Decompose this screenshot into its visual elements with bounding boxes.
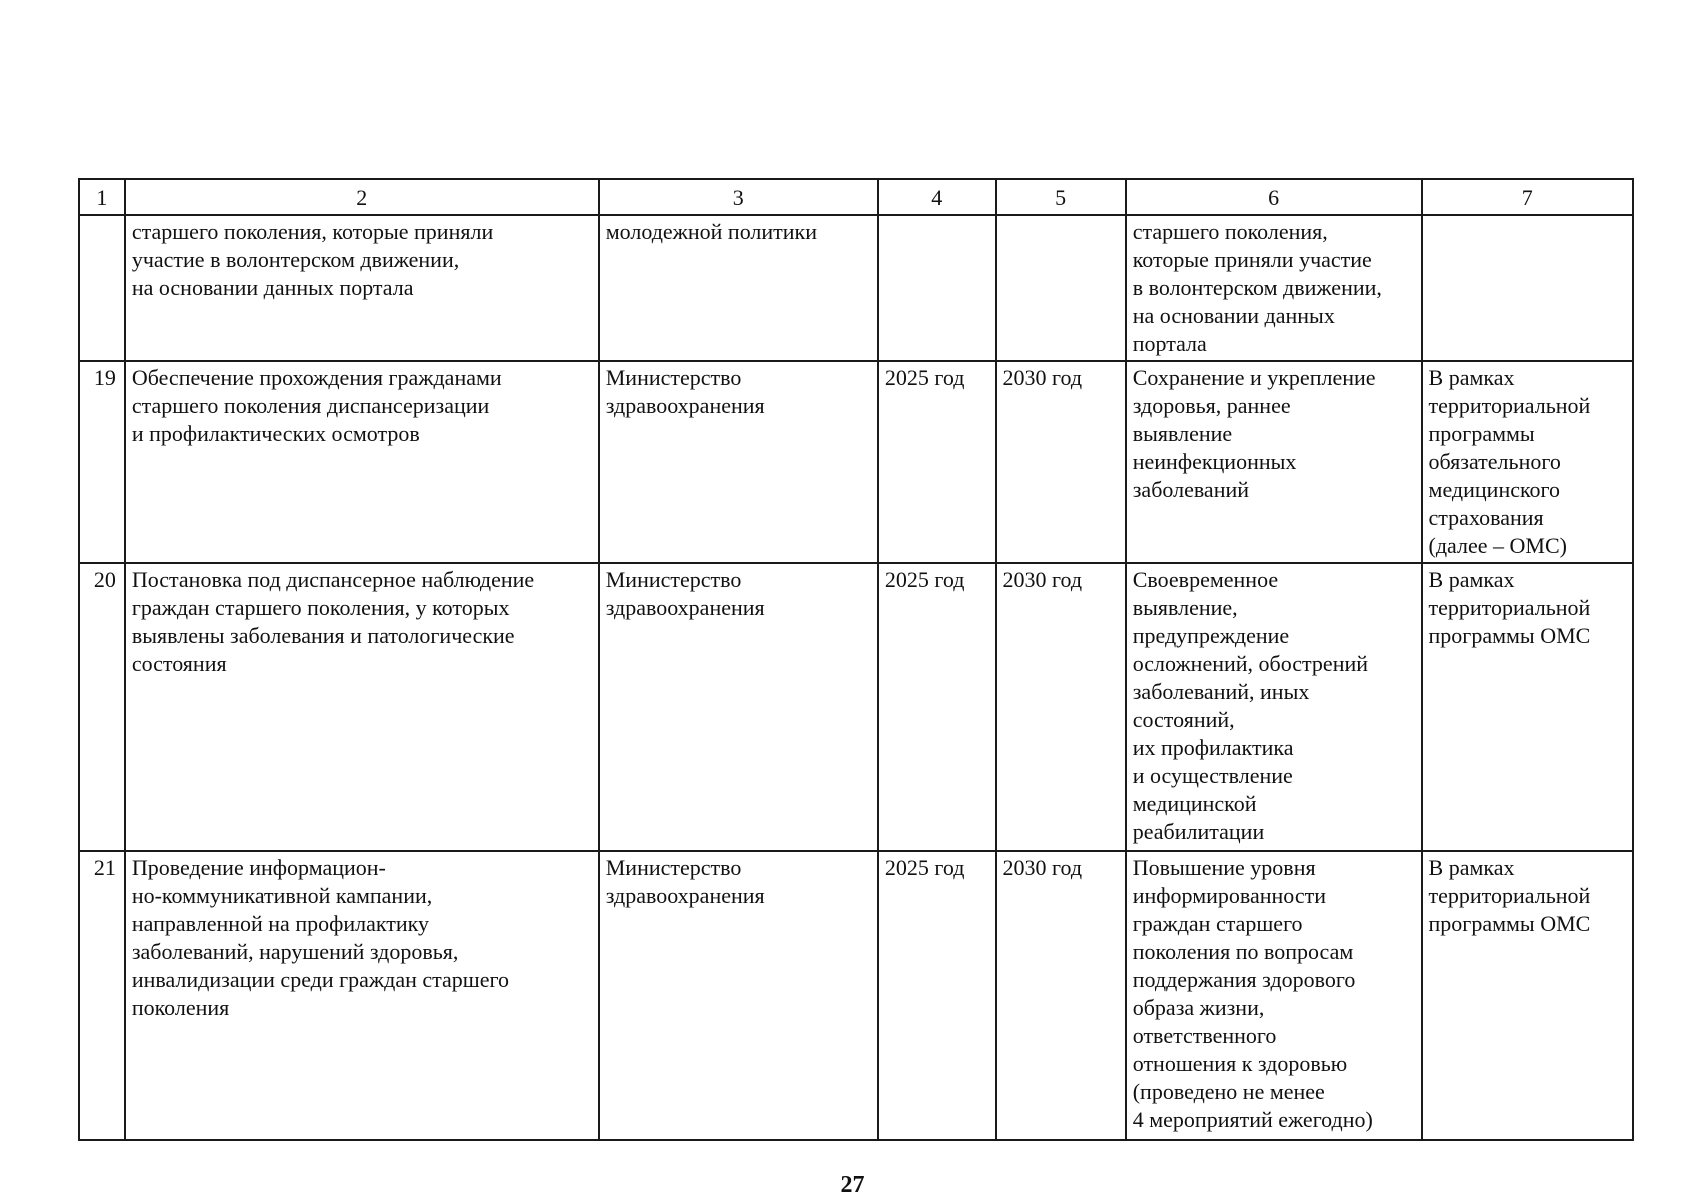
- row-number: 21: [79, 851, 125, 1140]
- end-cell: 2030 год: [996, 563, 1126, 851]
- table-row: [79, 563, 1633, 851]
- funding-cell: В рамках территориальной программы ОМС: [1422, 851, 1633, 1140]
- page-number: 27: [840, 1172, 865, 1198]
- table-header-row: [79, 179, 1633, 215]
- executor-cell: молодежной политики: [599, 215, 878, 361]
- executor-cell: Министерство здравоохранения: [599, 361, 878, 563]
- start-cell: [878, 215, 996, 361]
- result-cell: старшего поколения, которые приняли участие в волонтерском движении, на основании данных портала: [1126, 215, 1422, 361]
- measure-cell: Обеспечение прохождения гражданами старшего поколения диспансеризации и профилактических осмотров: [125, 361, 599, 563]
- measure-cell: старшего поколения, которые приняли участие в волонтерском движении, на основании данных портала: [125, 215, 599, 361]
- row-number: 20: [79, 563, 125, 851]
- funding-cell: [1422, 215, 1633, 361]
- start-cell: 2025 год: [878, 851, 996, 1140]
- header-col-6: 6: [1126, 179, 1422, 215]
- table-row: [79, 215, 1633, 361]
- result-cell: Повышение уровня информированности граждан старшего поколения по вопросам поддержания здорового образа жизни, ответственного отношения к здоровью (проведено не менее 4 мероприятий ежегодно): [1126, 851, 1422, 1140]
- table-row: [79, 851, 1633, 1140]
- header-col-5: 5: [996, 179, 1126, 215]
- funding-cell: В рамках территориальной программы ОМС: [1422, 563, 1633, 851]
- result-cell: Сохранение и укрепление здоровья, раннее выявление неинфекционных заболеваний: [1126, 361, 1422, 563]
- start-cell: 2025 год: [878, 563, 996, 851]
- measure-cell: Постановка под диспансерное наблюдение граждан старшего поколения, у которых выявлены заболевания и патологические состояния: [125, 563, 599, 851]
- header-col-2: 2: [125, 179, 599, 215]
- header-col-7: 7: [1422, 179, 1633, 215]
- header-col-3: 3: [599, 179, 878, 215]
- row-number: [79, 215, 125, 361]
- measure-cell: Проведение информацион- но-коммуникативной кампании, направленной на профилактику заболеваний, нарушений здоровья, инвалидизации среди граждан старшего поколения: [125, 851, 599, 1140]
- end-cell: 2030 год: [996, 851, 1126, 1140]
- executor-cell: Министерство здравоохранения: [599, 563, 878, 851]
- row-number: 19: [79, 361, 125, 563]
- measures-table: [78, 178, 1634, 1141]
- end-cell: 2030 год: [996, 361, 1126, 563]
- start-cell: 2025 год: [878, 361, 996, 563]
- executor-cell: Министерство здравоохранения: [599, 851, 878, 1140]
- table-row: [79, 361, 1633, 563]
- end-cell: [996, 215, 1126, 361]
- header-col-4: 4: [878, 179, 996, 215]
- funding-cell: В рамках территориальной программы обязательного медицинского страхования (далее – ОМС): [1422, 361, 1633, 563]
- result-cell: Своевременное выявление, предупреждение осложнений, обострений заболеваний, иных состояний, их профилактика и осуществление медицинской реабилитации: [1126, 563, 1422, 851]
- header-col-1: 1: [79, 179, 125, 215]
